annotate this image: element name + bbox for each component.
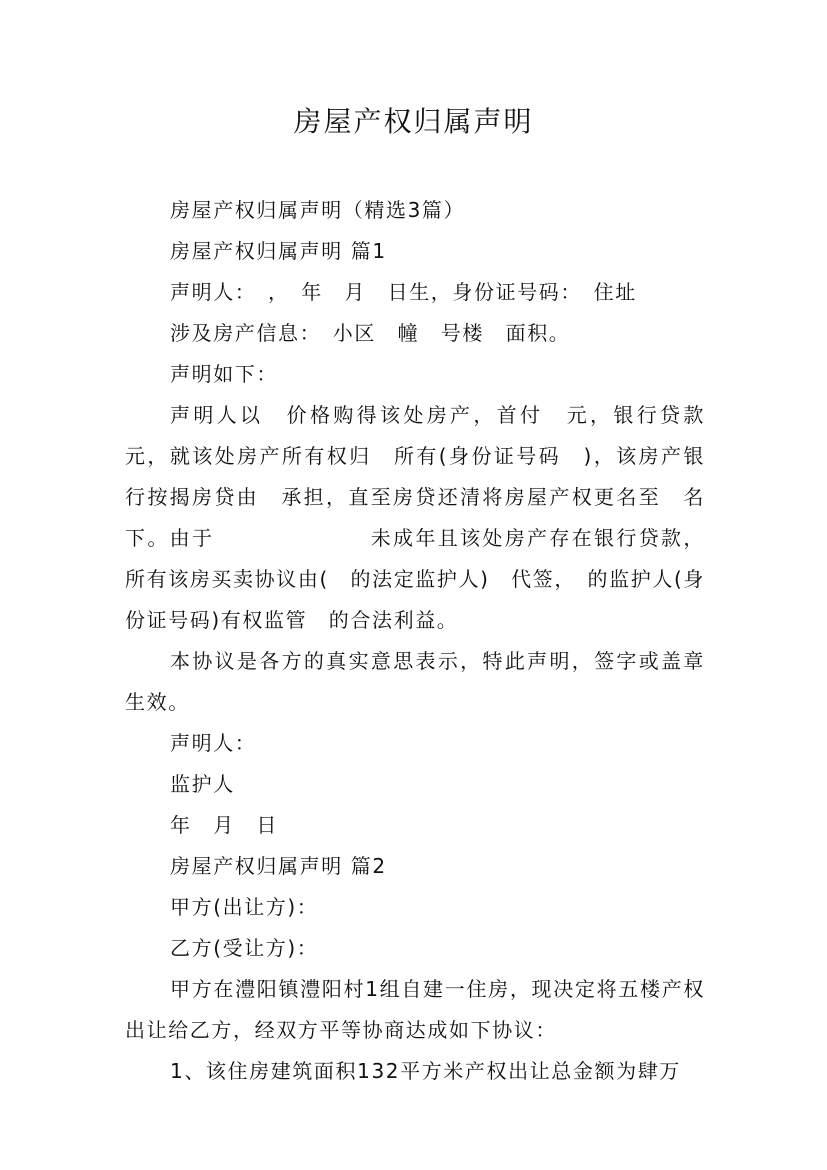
paragraph-party-b: 乙方(受让方)： (170, 936, 319, 960)
paragraph-declarant-signature: 声明人： (170, 731, 257, 755)
paragraph-effectiveness: 本协议是各方的真实意思表示，特此声明，签字或盖章生效。 (125, 649, 705, 714)
paragraph-party-a: 甲方(出让方)： (170, 895, 319, 919)
paragraph-agreement-intro: 甲方在澧阳镇澧阳村1组自建一住房，现决定将五楼产权出让给乙方，经双方平等协商达成如下协议： (125, 977, 705, 1042)
paragraph-subtitle: 房屋产权归属声明（精选3篇） (170, 198, 466, 222)
paragraph-declaration-intro: 声明如下： (170, 362, 278, 386)
paragraph-section-2-heading: 房屋产权归属声明 篇2 (170, 854, 387, 878)
document-title: 房屋产权归属声明 (293, 105, 534, 138)
paragraph-section-1-heading: 房屋产权归属声明 篇1 (170, 239, 387, 263)
paragraph-declarant-info: 声明人： ， 年 月 日生，身份证号码： 住址 (170, 280, 637, 304)
document-body (125, 190, 727, 1092)
paragraph-date-line: 年 月 日 (170, 813, 278, 837)
paragraph-guardian-signature: 监护人 (170, 772, 235, 796)
paragraph-declaration-body: 声明人以 价格购得该处房产，首付 元，银行贷款 元，就该处房产所有权归 所有(身份证号码 )，该房产银行按揭房贷由 承担，直至房贷还清将房屋产权更名至 名下。由于 未成年且该处房产存在银行贷款，所有该房买卖协议由( 的法定监护人) 代签， 的监护人(身份证号码)有权监管 的合法利益。 (125, 403, 727, 632)
paragraph-clause-1: 1、该住房建筑面积132平方米产权出让总金额为肆万 (170, 1059, 681, 1083)
paragraph-property-info: 涉及房产信息： 小区 幢 号楼 面积。 (170, 321, 571, 345)
